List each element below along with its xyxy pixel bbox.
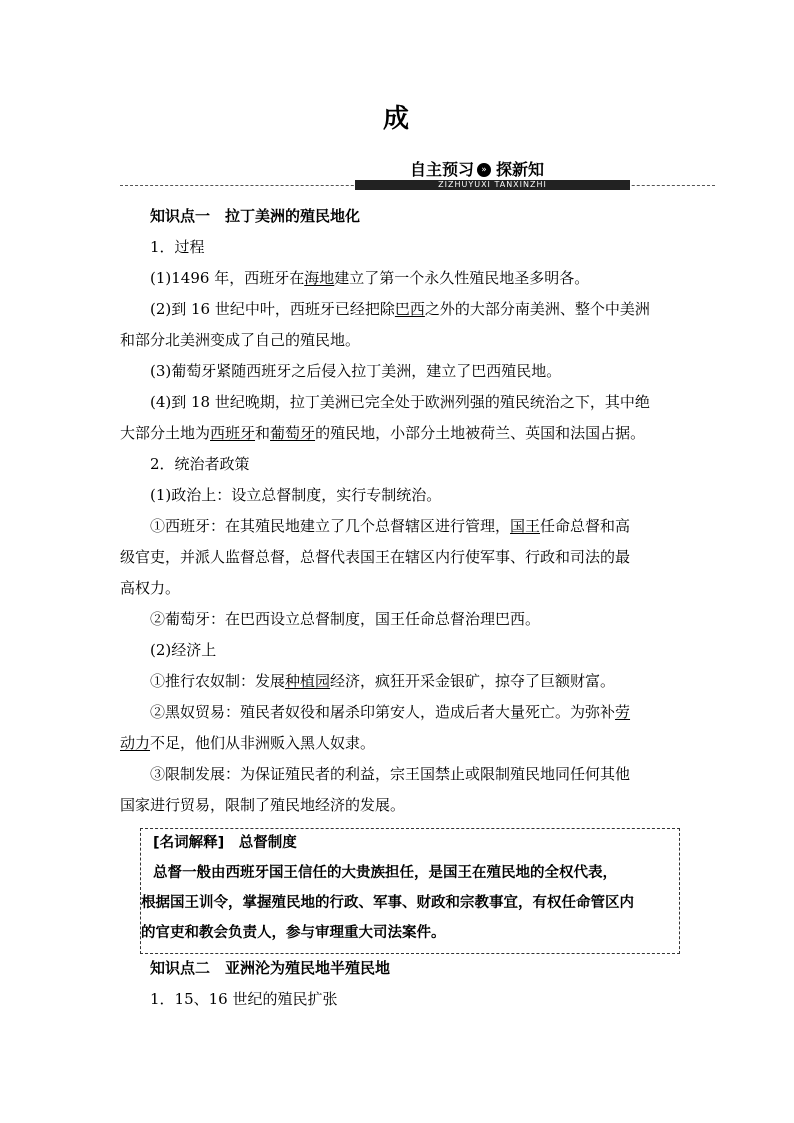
underlined-term: 国王 (510, 517, 541, 535)
paragraph-line: 国家进行贸易，限制了殖民地经济的发展。 (120, 796, 406, 814)
banner-pinyin: ZIZHUYUXI TANXINZHI (355, 180, 630, 190)
section-heading: 知识点一 拉丁美洲的殖民地化 (150, 207, 361, 225)
paragraph-line: (1)政治上：设立总督制度，实行专制统治。 (150, 486, 442, 504)
underlined-term: 葡萄牙 (270, 424, 316, 442)
paragraph-line: (3)葡萄牙紧随西班牙之后侵入拉丁美洲，建立了巴西殖民地。 (150, 362, 562, 380)
paragraph-line: ②葡萄牙：在巴西设立总督制度，国王任命总督治理巴西。 (150, 610, 541, 628)
paragraph-line: 高权力。 (120, 579, 181, 597)
paragraph-line: (2)到 16 世纪中叶，西班牙已经把除巴西之外的大部分南美洲、整个中美洲 (150, 300, 650, 318)
underlined-term: 海地 (304, 269, 335, 287)
underlined-term: 巴西 (394, 300, 425, 318)
subheading: 1．过程 (150, 238, 205, 256)
paragraph-line: 和部分北美洲变成了自己的殖民地。 (120, 331, 361, 349)
box-heading: [名词解释] 总督制度 (153, 835, 297, 851)
box-line: 总督一般由西班牙国王信任的大贵族担任，是国王在殖民地的全权代表， (153, 865, 617, 881)
paragraph-line: ①推行农奴制：发展种植园经济，疯狂开采金银矿，掠夺了巨额财富。 (150, 672, 616, 690)
term-explanation-box (140, 828, 680, 954)
paragraph-line: (1)1496 年，西班牙在海地建立了第一个永久性殖民地圣多明各。 (150, 269, 590, 287)
paragraph-line: 动力不足，他们从非洲贩入黑人奴隶。 (120, 734, 376, 752)
section-banner (120, 160, 715, 188)
paragraph-line: ②黑奴贸易：殖民者奴役和屠杀印第安人，造成后者大量死亡。为弥补劳 (150, 703, 631, 721)
paragraph-line: 大部分土地为西班牙和葡萄牙的殖民地，小部分土地被荷兰、英国和法国占据。 (120, 424, 646, 442)
banner-block (355, 160, 630, 189)
underlined-term: 动力 (120, 734, 151, 752)
box-line: 的官吏和教会负责人，参与审理重大司法案件。 (141, 925, 446, 941)
underlined-term: 劳 (615, 703, 631, 721)
page-title: 成 (382, 104, 411, 134)
paragraph-line: 级官吏，并派人监督总督，总督代表国王在辖区内行使军事、行政和司法的最 (120, 548, 631, 566)
box-line: 根据国王训令，掌握殖民地的行政、军事、财政和宗教事宜，有权任命管区内 (141, 895, 634, 911)
underlined-term: 西班牙 (210, 424, 256, 442)
paragraph-line: ①西班牙：在其殖民地建立了几个总督辖区进行管理，国王任命总督和高 (150, 517, 631, 535)
underlined-term: 种植园 (285, 672, 331, 690)
paragraph-line: ③限制发展：为保证殖民者的利益，宗王国禁止或限制殖民地同任何其他 (150, 765, 631, 783)
banner-right-label: 探新知 (493, 160, 630, 180)
chevron-right-icon: » (477, 163, 491, 177)
subheading: 1．15、16 世纪的殖民扩张 (150, 990, 338, 1008)
paragraph-line: (4)到 18 世纪晚期，拉丁美洲已完全处于欧洲列强的殖民统治之下，其中绝 (150, 393, 650, 411)
banner-left-label: 自主预习 (355, 160, 480, 180)
paragraph-line: (2)经济上 (150, 641, 217, 659)
section-heading: 知识点二 亚洲沦为殖民地半殖民地 (150, 959, 391, 977)
subheading: 2．统治者政策 (150, 455, 250, 473)
